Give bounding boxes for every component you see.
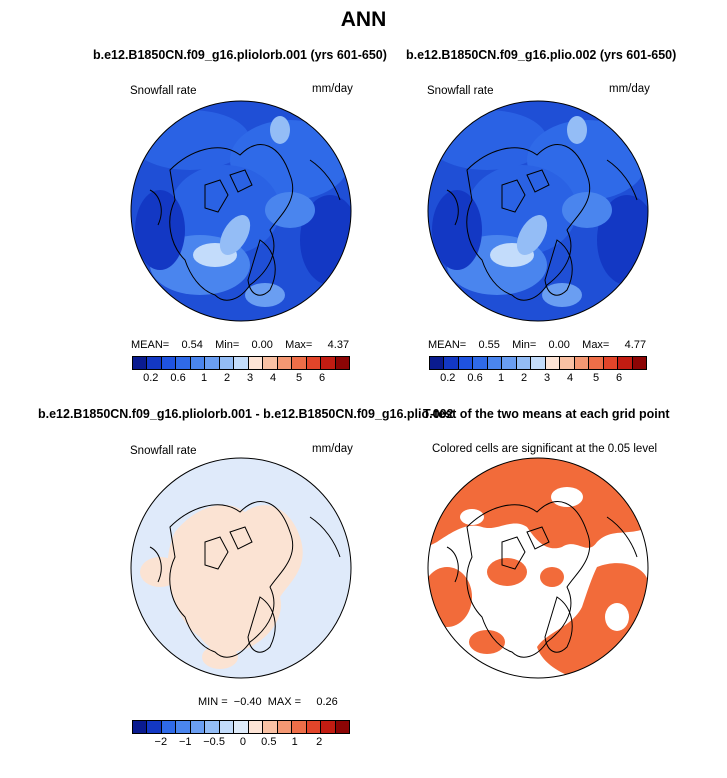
colorbar-tick-label: 0.6 xyxy=(170,372,186,384)
colorbar-tick-label: 6 xyxy=(319,372,326,384)
colorbar-swatch xyxy=(321,357,335,369)
colorbar-tick-label: 0.2 xyxy=(143,372,159,384)
colorbar-tick-label: −0.5 xyxy=(203,736,225,748)
colorbar-swatch xyxy=(133,721,147,733)
colorbar-tick-label: 0 xyxy=(239,736,246,748)
colorbar-panel-tr xyxy=(429,356,647,370)
colorbar-swatch xyxy=(263,357,277,369)
colorbar-swatch xyxy=(307,721,321,733)
colorbar-swatch xyxy=(191,357,205,369)
colorbar-swatch xyxy=(249,721,263,733)
colorbar-swatch xyxy=(444,357,458,369)
min-value: 0.00 xyxy=(548,339,570,351)
colorbar-swatch xyxy=(278,721,292,733)
colorbar-swatch xyxy=(633,357,646,369)
colorbar-tick-label: −2 xyxy=(154,736,168,748)
panel-bl-title: b.e12.B1850CN.f09_g16.pliolorb.001 - b.e12.B1850CN.f09_g16.plio.002 xyxy=(38,407,454,421)
colorbar-tick-label: 3 xyxy=(544,372,551,384)
colorbar-swatch xyxy=(292,357,306,369)
colorbar-swatch xyxy=(263,721,277,733)
mean-value: 0.55 xyxy=(478,339,500,351)
colorbar-ticks-panel-tr xyxy=(429,372,645,386)
colorbar-swatch xyxy=(133,357,147,369)
colorbar-swatch xyxy=(205,357,219,369)
colorbar-swatch xyxy=(220,721,234,733)
colorbar-swatch xyxy=(307,357,321,369)
colorbar-tick-label: 5 xyxy=(592,372,600,384)
max-value: 4.37 xyxy=(327,339,350,351)
map-ttest-significance xyxy=(427,457,649,679)
panel-tl-title: b.e12.B1850CN.f09_g16.pliolorb.001 (yrs 601-650) xyxy=(93,48,387,62)
colorbar-swatch xyxy=(147,721,161,733)
mean-label: MEAN= xyxy=(131,339,170,351)
colorbar-swatch xyxy=(430,357,444,369)
panel-tl-stats xyxy=(131,339,349,351)
min-label: MIN = xyxy=(198,696,228,708)
panel-tr-title: b.e12.B1850CN.f09_g16.plio.002 (yrs 601-650) xyxy=(406,48,677,62)
colorbar-swatch xyxy=(560,357,574,369)
colorbar-tick-label: 2 xyxy=(520,372,528,384)
panel-tr-variable-label: Snowfall rate xyxy=(427,85,494,97)
colorbar-tick-label: 1 xyxy=(497,372,505,384)
panel-br-subtitle: Colored cells are significant at the 0.05 level xyxy=(432,443,658,455)
colorbar-tick-label: 4 xyxy=(270,372,277,384)
max-label: MAX = xyxy=(267,696,302,708)
colorbar-swatch xyxy=(531,357,545,369)
colorbar-swatch xyxy=(604,357,618,369)
map-snowfall-difference xyxy=(130,457,352,679)
colorbar-tick-label: −1 xyxy=(178,736,192,748)
panel-tr-stats xyxy=(428,339,646,351)
colorbar-swatch xyxy=(205,721,219,733)
colorbar-swatch xyxy=(473,357,487,369)
panel-bl-stats xyxy=(198,696,338,708)
colorbar-swatch xyxy=(176,721,190,733)
min-value: −0.40 xyxy=(233,696,262,708)
max-value: 0.26 xyxy=(316,696,338,708)
figure-title: ANN xyxy=(340,8,387,31)
colorbar-swatch xyxy=(162,721,176,733)
colorbar-swatch xyxy=(220,357,234,369)
colorbar-swatch xyxy=(191,721,205,733)
min-value: 0.00 xyxy=(251,339,273,351)
colorbar-swatch xyxy=(618,357,632,369)
mean-label: MEAN= xyxy=(428,339,467,351)
colorbar-swatch xyxy=(488,357,502,369)
max-value: 4.77 xyxy=(624,339,647,351)
colorbar-tick-label: 2 xyxy=(223,372,231,384)
colorbar-swatch xyxy=(278,357,292,369)
colorbar-swatch xyxy=(176,357,190,369)
colorbar-swatch xyxy=(589,357,603,369)
colorbar-tick-label: 5 xyxy=(295,372,303,384)
max-label: Max= xyxy=(582,339,610,351)
panel-tr-units-label: mm/day xyxy=(609,83,650,95)
colorbar-tick-label: 0.6 xyxy=(467,372,483,384)
map-snowfall-plio xyxy=(427,100,649,322)
colorbar-swatch xyxy=(575,357,589,369)
colorbar-swatch xyxy=(249,357,263,369)
colorbar-ticks-panel-bl xyxy=(132,736,348,750)
panel-bl-units-label: mm/day xyxy=(312,443,353,455)
min-label: Min= xyxy=(512,339,537,351)
max-label: Max= xyxy=(285,339,313,351)
colorbar-ticks-panel-tl xyxy=(132,372,348,386)
panel-tl-units-label: mm/day xyxy=(312,83,353,95)
colorbar-tick-label: 6 xyxy=(616,372,623,384)
colorbar-tick-label: 1 xyxy=(200,372,208,384)
colorbar-tick-label: 3 xyxy=(247,372,254,384)
panel-br-title: T-test of the two means at each grid point xyxy=(423,407,670,421)
colorbar-swatch xyxy=(336,357,349,369)
panel-tl-variable-label: Snowfall rate xyxy=(130,85,197,97)
map-snowfall-pliolorb xyxy=(130,100,352,322)
colorbar-swatch xyxy=(147,357,161,369)
colorbar-swatch xyxy=(321,721,335,733)
colorbar-panel-bl xyxy=(132,720,350,734)
colorbar-tick-label: 2 xyxy=(316,736,323,748)
colorbar-swatch xyxy=(502,357,516,369)
colorbar-panel-tl xyxy=(132,356,350,370)
colorbar-tick-label: 0.2 xyxy=(440,372,456,384)
colorbar-swatch xyxy=(162,357,176,369)
colorbar-swatch xyxy=(546,357,560,369)
colorbar-tick-label: 4 xyxy=(567,372,574,384)
min-label: Min= xyxy=(215,339,240,351)
colorbar-tick-label: 0.5 xyxy=(261,736,277,748)
panel-bl-variable-label: Snowfall rate xyxy=(130,445,197,457)
colorbar-swatch xyxy=(336,721,349,733)
colorbar-tick-label: 1 xyxy=(291,736,298,748)
mean-value: 0.54 xyxy=(181,339,203,351)
colorbar-swatch xyxy=(517,357,531,369)
colorbar-swatch xyxy=(459,357,473,369)
colorbar-swatch xyxy=(234,721,248,733)
colorbar-swatch xyxy=(234,357,248,369)
colorbar-swatch xyxy=(292,721,306,733)
